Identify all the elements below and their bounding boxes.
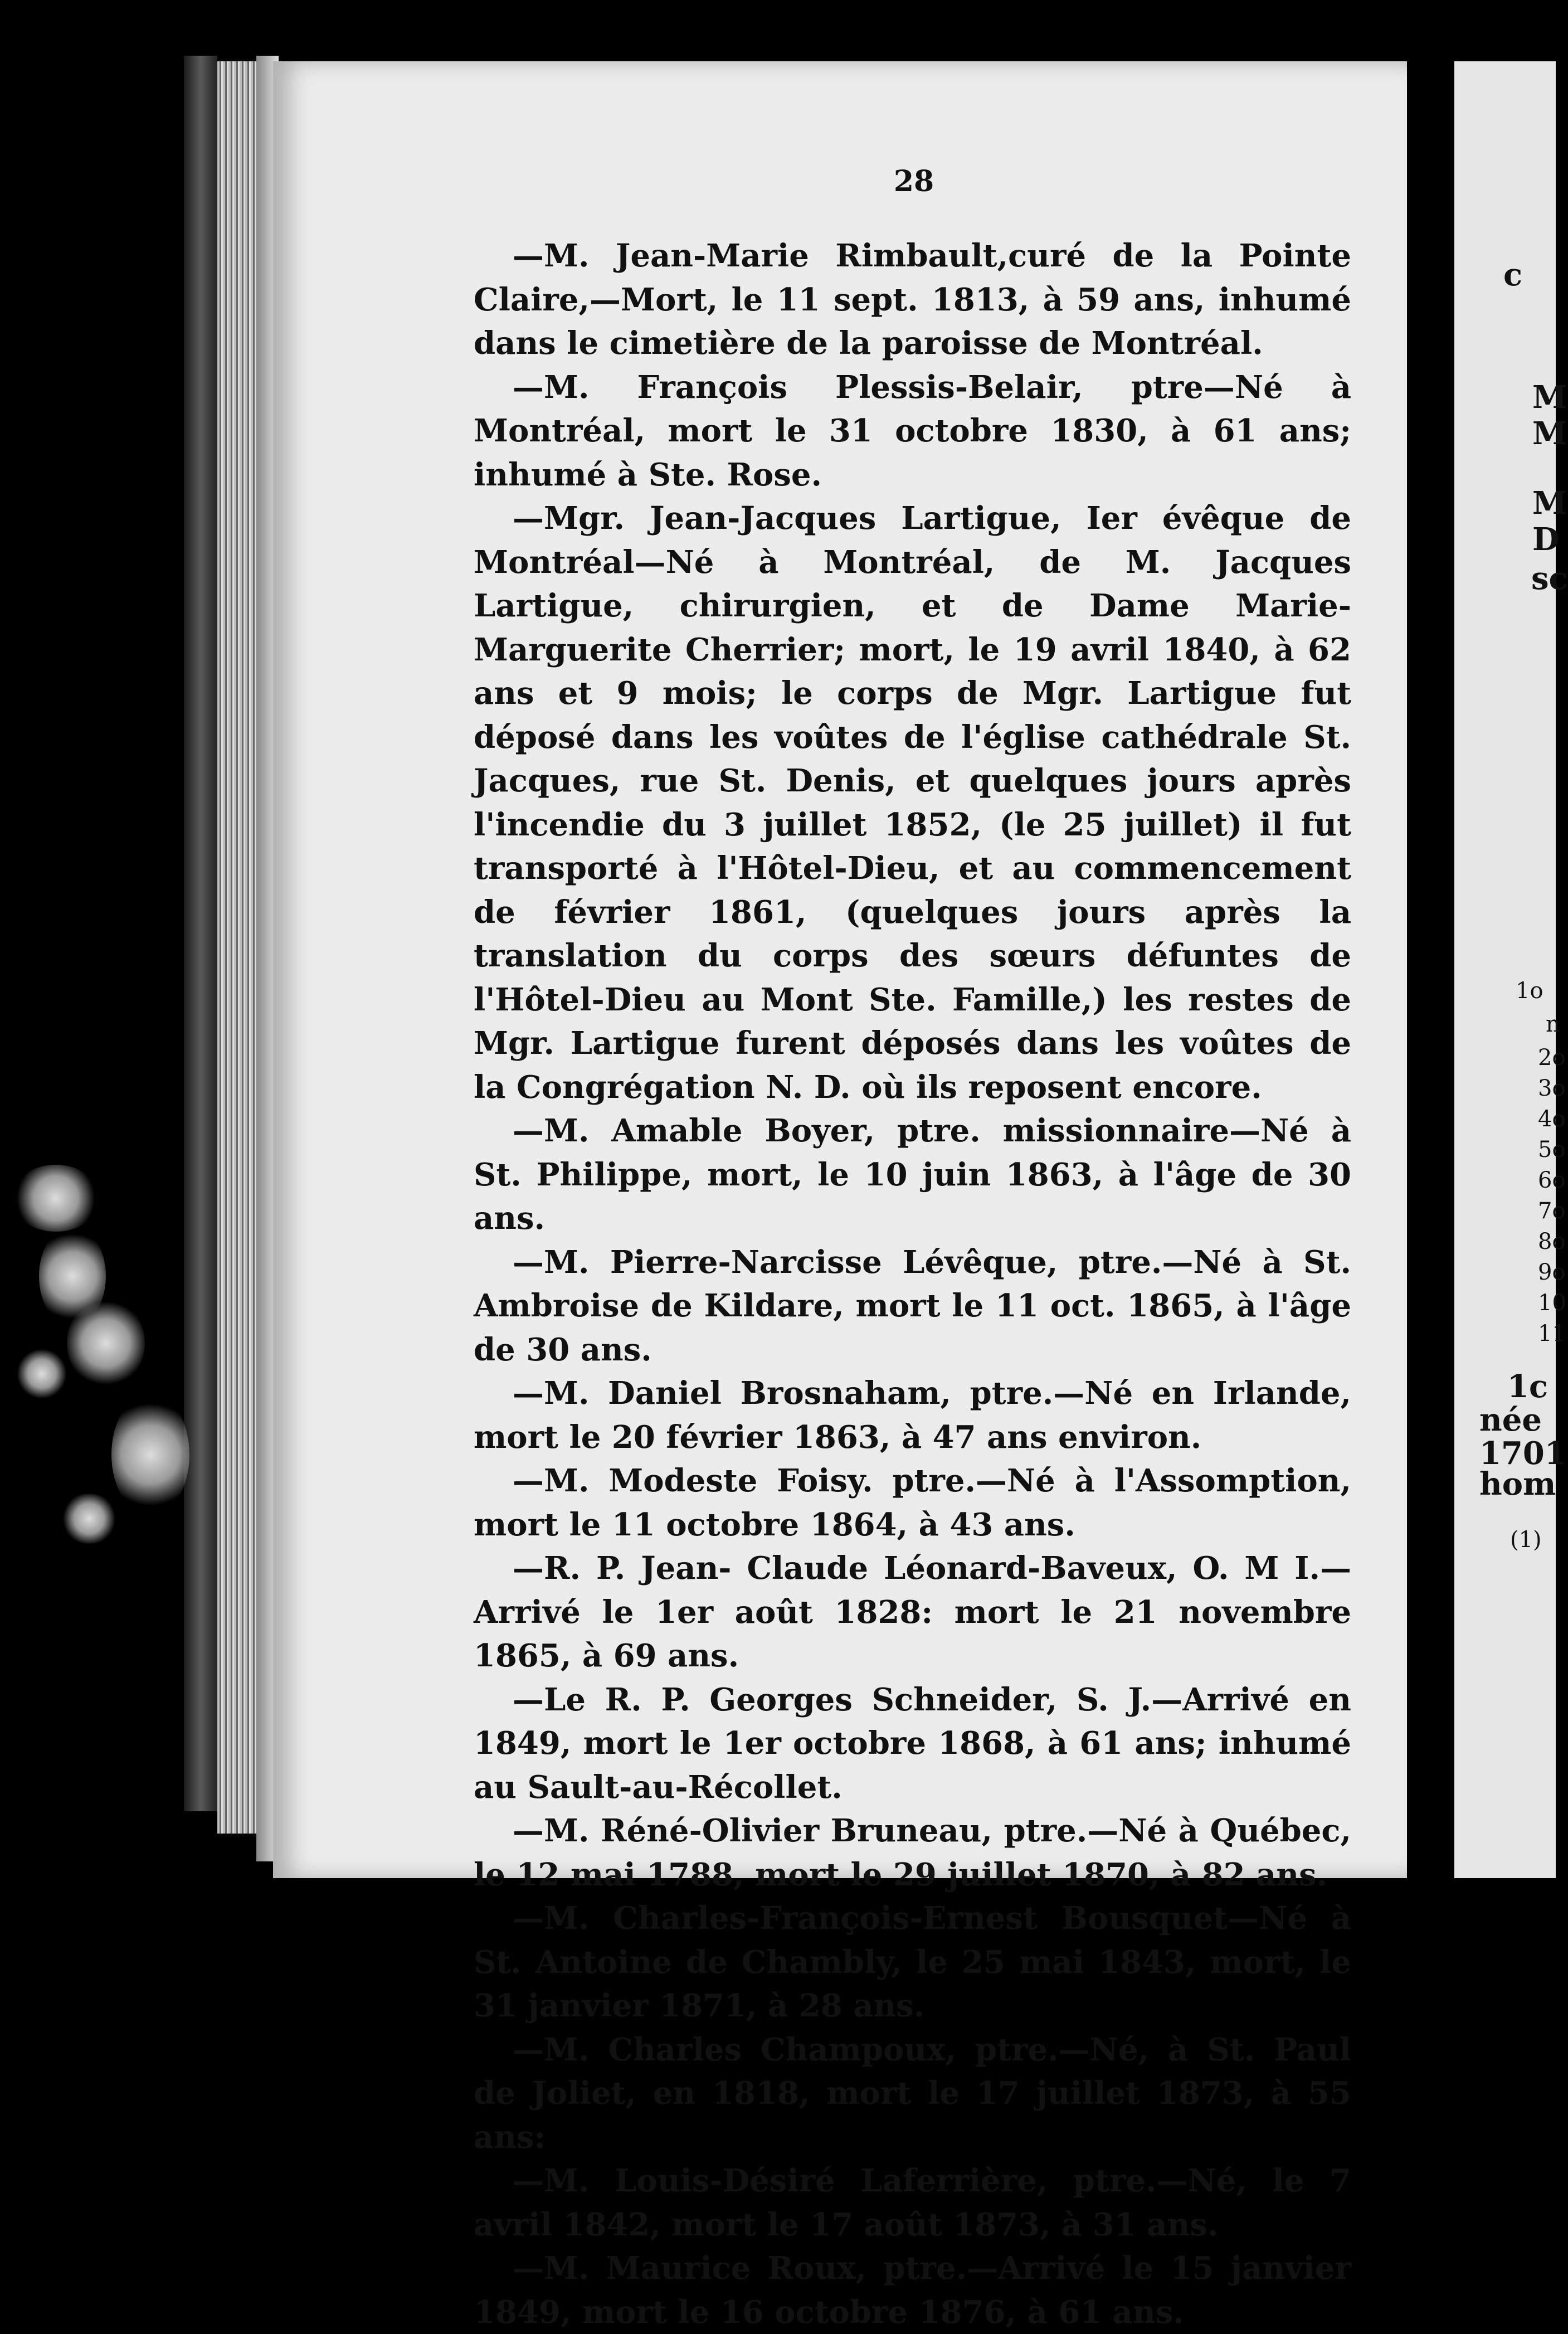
facing-fragment: 1o — [1516, 978, 1543, 1004]
facing-fragment: D — [1532, 521, 1560, 558]
dust-smudge — [61, 1494, 117, 1544]
entry-paragraph: —M. Amable Boyer, ptre. missionnaire—Né à St. Philippe, mort, le 10 juin 1863, à l'âge de 30 ans. — [474, 1112, 1351, 1237]
facing-fragment: 4o — [1538, 1106, 1566, 1132]
facing-fragment: 1c — [1507, 1368, 1548, 1405]
book-page-edges — [217, 61, 256, 1834]
facing-fragment: c — [1503, 256, 1523, 293]
entry-paragraph: —M. François Plessis-Belair, ptre—Né à Montréal, mort le 31 octobre 1830, à 61 ans; inhumé à Ste. Rose. — [474, 368, 1351, 493]
facing-fragment: 9o — [1538, 1260, 1566, 1285]
page-text — [474, 234, 1351, 2334]
facing-fragment: 3o — [1538, 1076, 1566, 1101]
facing-fragment: sc — [1531, 560, 1568, 597]
facing-fragment: hom — [1479, 1466, 1556, 1502]
facing-fragment: née — [1479, 1402, 1542, 1438]
entry-paragraph: —M. Charles-François-Ernest Bousquet—Né à St. Antoine de Chambly, le 25 mai 1843, mort, le 31 janvier 1871, à 28 ans. — [474, 1900, 1351, 2024]
facing-page-text — [1454, 61, 1568, 1878]
facing-fragment: (1) — [1510, 1527, 1542, 1553]
entry-paragraph: —M. Jean-Marie Rimbault,curé de la Pointe Claire,—Mort, le 11 sept. 1813, à 59 ans, inhumé dans le cimetière de la paroisse de Montréal. — [474, 237, 1351, 362]
entry-paragraph: —M. Maurice Roux, ptre.—Arrivé le 15 janvier 1849, mort le 16 octobre 1876, à 61 ans. — [474, 2250, 1351, 2331]
dust-smudge — [17, 1349, 67, 1399]
entry-paragraph: —M. Daniel Brosnaham, ptre.—Né en Irlande, mort le 20 février 1863, à 47 ans environ. — [474, 1375, 1351, 1456]
book-page-right — [1454, 61, 1568, 1878]
entry-paragraph: —Le R. P. Georges Schneider, S. J.—Arrivé en 1849, mort le 1er octobre 1868, à 61 ans; inhumé au Sault-au-Récollet. — [474, 1681, 1351, 1806]
dust-smudge — [11, 1165, 100, 1232]
facing-fragment: n — [1546, 1012, 1560, 1037]
facing-fragment: M — [1532, 415, 1567, 452]
facing-fragment: 8o — [1538, 1229, 1566, 1254]
dust-smudge — [67, 1299, 145, 1388]
entry-paragraph: —M. Pierre-Narcisse Lévêque, ptre.—Né à St. Ambroise de Kildare, mort le 11 oct. 1865, à l'âge de 30 ans. — [474, 1243, 1351, 1368]
entry-paragraph: —M. Réné-Olivier Bruneau, ptre.—Né à Québec, le 12 mai 1788, mort le 29 juillet 1870, à 82 ans. — [474, 1812, 1351, 1893]
entry-paragraph: —M. Charles Champoux, ptre.—Né, à St. Paul de Joliet, en 1818, mort le 17 juillet 1873, à 55 ans: — [474, 2031, 1351, 2156]
facing-fragment: 5o — [1538, 1137, 1566, 1163]
facing-fragment: 1701 — [1479, 1435, 1566, 1472]
facing-fragment: 11 — [1538, 1321, 1566, 1346]
facing-fragment: 6o — [1538, 1168, 1566, 1193]
entry-paragraph: —M. Louis-Désiré Laferrière, ptre.—Né, le 7 avril 1842, mort le 17 août 1873, à 31 ans. — [474, 2162, 1351, 2243]
facing-fragment: 7o — [1538, 1198, 1566, 1224]
entry-paragraph: —Mgr. Jean-Jacques Lartigue, Ier évêque de Montréal—Né à Montréal, de M. Jacques Lartigue, chirurgien, et de Dame Marie-Marguerite Cherrier; mort, le 19 avril 1840, à 62 ans et 9 mois; le corps de Mgr. Lartigue fut déposé dans les voûtes de l'église cathédrale St. Jacques, rue St. Denis, et quelques jours après l'incendie du 3 juillet 1852, (le 25 juillet) il fut transporté à l'Hôtel-Dieu, et au commencement de février 1861, (quelques jours après la translation du corps des sœurs défuntes de l'Hôtel-Dieu au Mont Ste. Famille,) les restes de Mgr. Lartigue furent déposés dans les voûtes de la Congrégation N. D. où ils reposent encore. — [474, 500, 1351, 1106]
dust-smudge — [111, 1393, 189, 1516]
facing-fragment: M — [1532, 485, 1567, 522]
entry-paragraph: —M. Modeste Foisy. ptre.—Né à l'Assomption, mort le 11 octobre 1864, à 43 ans. — [474, 1462, 1351, 1543]
facing-fragment: M — [1532, 379, 1567, 416]
facing-fragment: 2o — [1538, 1045, 1566, 1071]
page-number: 28 — [893, 164, 934, 198]
entry-paragraph: —R. P. Jean- Claude Léonard-Baveux, O. M I.—Arrivé le 1er août 1828: mort le 21 novembre 1865, à 69 ans. — [474, 1550, 1351, 1674]
facing-fragment: 10 — [1538, 1290, 1566, 1316]
book-edge-dark — [184, 56, 217, 1811]
